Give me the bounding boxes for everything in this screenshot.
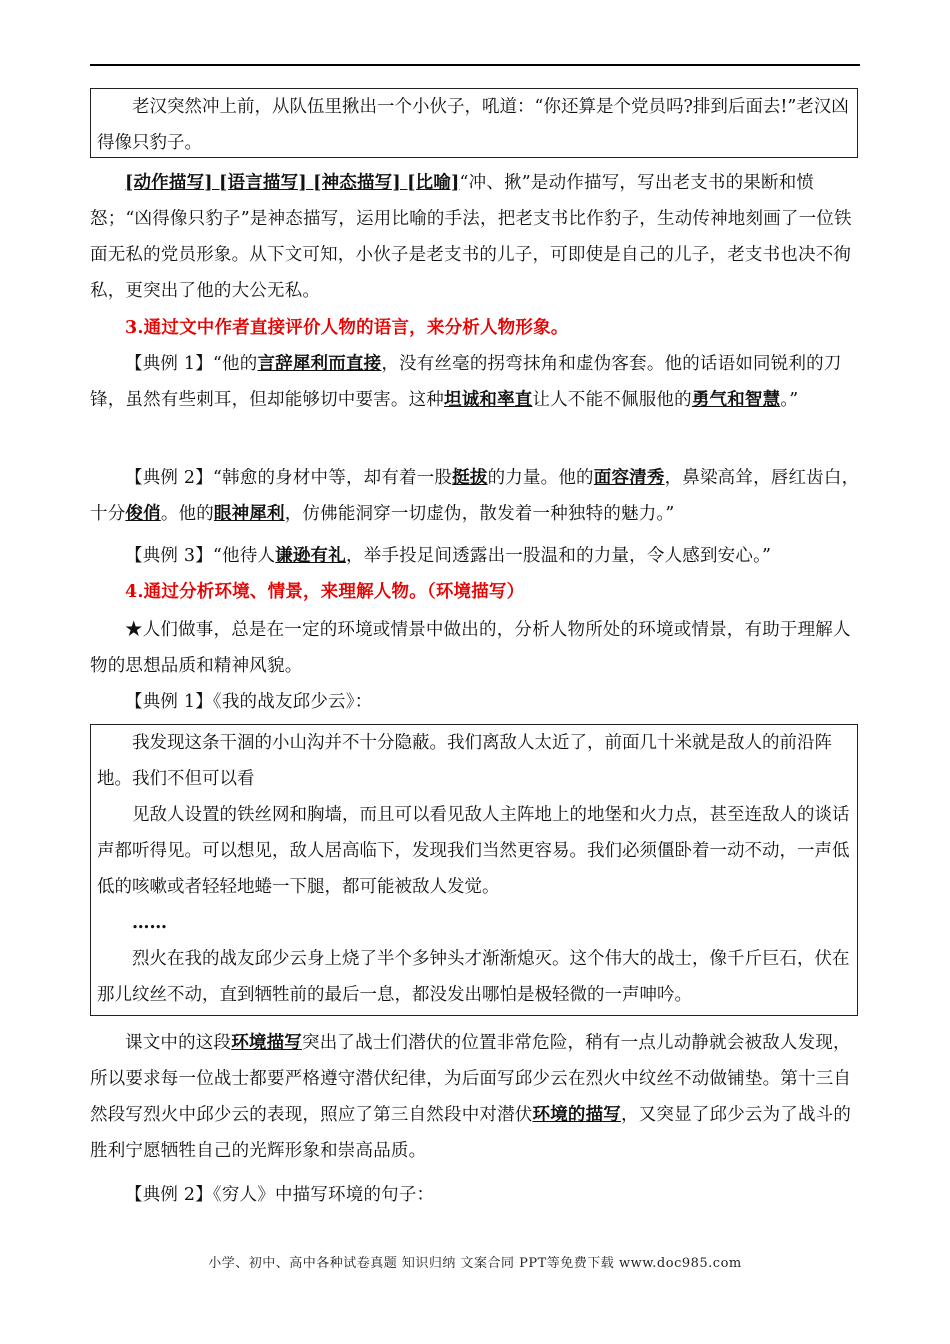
quote-text: 老汉突然冲上前，从队伍里揪出一个小伙子，吼道：“你还算是个党员吗?排到后面去!”老汉凶得像只豹子。 — [97, 97, 849, 153]
underlined-phrase: 谦逊有礼 — [275, 546, 346, 566]
underlined-phrase: 坦诚和率直 — [444, 390, 533, 410]
example-5 — [90, 1177, 860, 1213]
example-3 — [90, 538, 860, 574]
example-text: 的力量。他的 — [487, 468, 594, 488]
example-text: 。他的 — [160, 504, 214, 524]
example-4-label — [90, 684, 860, 720]
analysis-paragraph-2 — [90, 1025, 860, 1169]
underlined-phrase: 环境的描写 — [532, 1105, 621, 1125]
star-paragraph — [90, 612, 860, 684]
section-heading-4: 4.通过分析环境、情景，来理解人物。（环境描写） — [125, 582, 525, 602]
example-1 — [90, 346, 860, 418]
analysis-paragraph-1 — [90, 165, 860, 309]
example-text: 。” — [780, 390, 799, 410]
quote-ellipsis: …… — [132, 913, 167, 933]
section-heading-3: 3.通过文中作者直接评价人物的语言，来分析人物形象。 — [125, 318, 569, 338]
example-text: ，鼻梁高耸，唇红齿白，十分 — [90, 468, 860, 524]
quote-box-1 — [90, 88, 858, 158]
underlined-phrase: 环境描写 — [231, 1033, 303, 1053]
example-text: ，仿佛能洞穿一切虚伪，散发着一种独特的魅力。” — [284, 504, 675, 524]
star-text: ★人们做事，总是在一定的环境或情景中做出的，分析人物所处的环境或情景，有助于理解人物的思想品质和精神风貌。 — [90, 620, 851, 676]
example-text: ，没有丝毫的拐弯抹角和虚伪客套。他的话语如同锐利的刀锋，虽然有些刺耳，但却能够切中要害。这种 — [90, 354, 842, 410]
analysis-text: 课文中的这段 — [125, 1033, 232, 1053]
description-tags: [动作描写] [语言描写] [神态描写] [比喻] — [125, 173, 460, 193]
example-text: ，举手投足间透露出一股温和的力量，令人感到安心。” — [345, 546, 772, 566]
underlined-phrase: 眼神犀利 — [213, 504, 285, 524]
analysis-text: 突出了战士们潜伏的位置非常危险，稍有一点儿动静就会被敌人发现，所以要求每一位战士都要严格遵守潜伏纪律，为后面写邱少云在烈火中纹丝不动做铺垫。第十三自然段写烈火中邱少云的表现，照应了第三自然段中对潜伏 — [90, 1033, 852, 1125]
example-label: 【典例 2】 — [125, 468, 213, 488]
quote-paragraph: 烈火在我的战友邱少云身上烧了半个多钟头才渐渐熄灭。这个伟大的战士，像千斤巨石，伏在那儿纹丝不动，直到牺牲前的最后一息，都没发出哪怕是极轻微的一声呻吟。 — [97, 949, 850, 1005]
header-rule — [90, 64, 860, 66]
example-label: 【典例 1】《我的战友邱少云》： — [125, 692, 373, 712]
page-footer: 小学、初中、高中各种试卷真题 知识归纳 文案合同 PPT等免费下载 www.doc985.com — [208, 1256, 742, 1271]
example-label: 【典例 3】 — [125, 546, 213, 566]
underlined-phrase: 面容清秀 — [593, 468, 665, 488]
example-text: “韩愈的身材中等，却有着一股 — [212, 468, 453, 488]
example-2 — [90, 460, 860, 532]
underlined-phrase: 言辞犀利而直接 — [257, 354, 382, 374]
underlined-phrase: 勇气和智慧 — [691, 390, 781, 410]
analysis-text: “冲、揪”是动作描写，写出老支书的果断和愤怒；“凶得像只豹子”是神态描写，运用比喻的手法，把老支书比作豹子，生动传神地刻画了一位铁面无私的党员形象。从下文可知，小伙子是老支书的儿子，可即使是自己的儿子，老支书也决不徇私，更突出了他的大公无私。 — [90, 173, 852, 301]
example-text: “他的 — [212, 354, 258, 374]
example-text: “他待人 — [212, 546, 276, 566]
example-label: 【典例 1】 — [125, 354, 213, 374]
underlined-phrase: 挺拔 — [452, 468, 488, 488]
analysis-text: ，又突显了邱少云为了战斗的胜利宁愿牺牲自己的光辉形象和崇高品质。 — [90, 1105, 852, 1161]
quote-paragraph: 我发现这条干涸的小山沟并不十分隐蔽。我们离敌人太近了，前面几十米就是敌人的前沿阵地。我们不但可以看 — [97, 733, 832, 789]
quote-box-2 — [90, 724, 858, 1016]
underlined-phrase: 俊俏 — [125, 504, 161, 524]
quote-paragraph: 见敌人设置的铁丝网和胸墙，而且可以看见敌人主阵地上的地堡和火力点，甚至连敌人的谈话声都听得见。可以想见，敌人居高临下，发现我们当然更容易。我们必须僵卧着一动不动，一声低低的咳嗽或者轻轻地蜷一下腿，都可能被敌人发觉。 — [97, 805, 850, 897]
example-text: 让人不能不佩服他的 — [532, 390, 692, 410]
example-label: 【典例 2】《穷人》中描写环境的句子： — [125, 1185, 435, 1205]
